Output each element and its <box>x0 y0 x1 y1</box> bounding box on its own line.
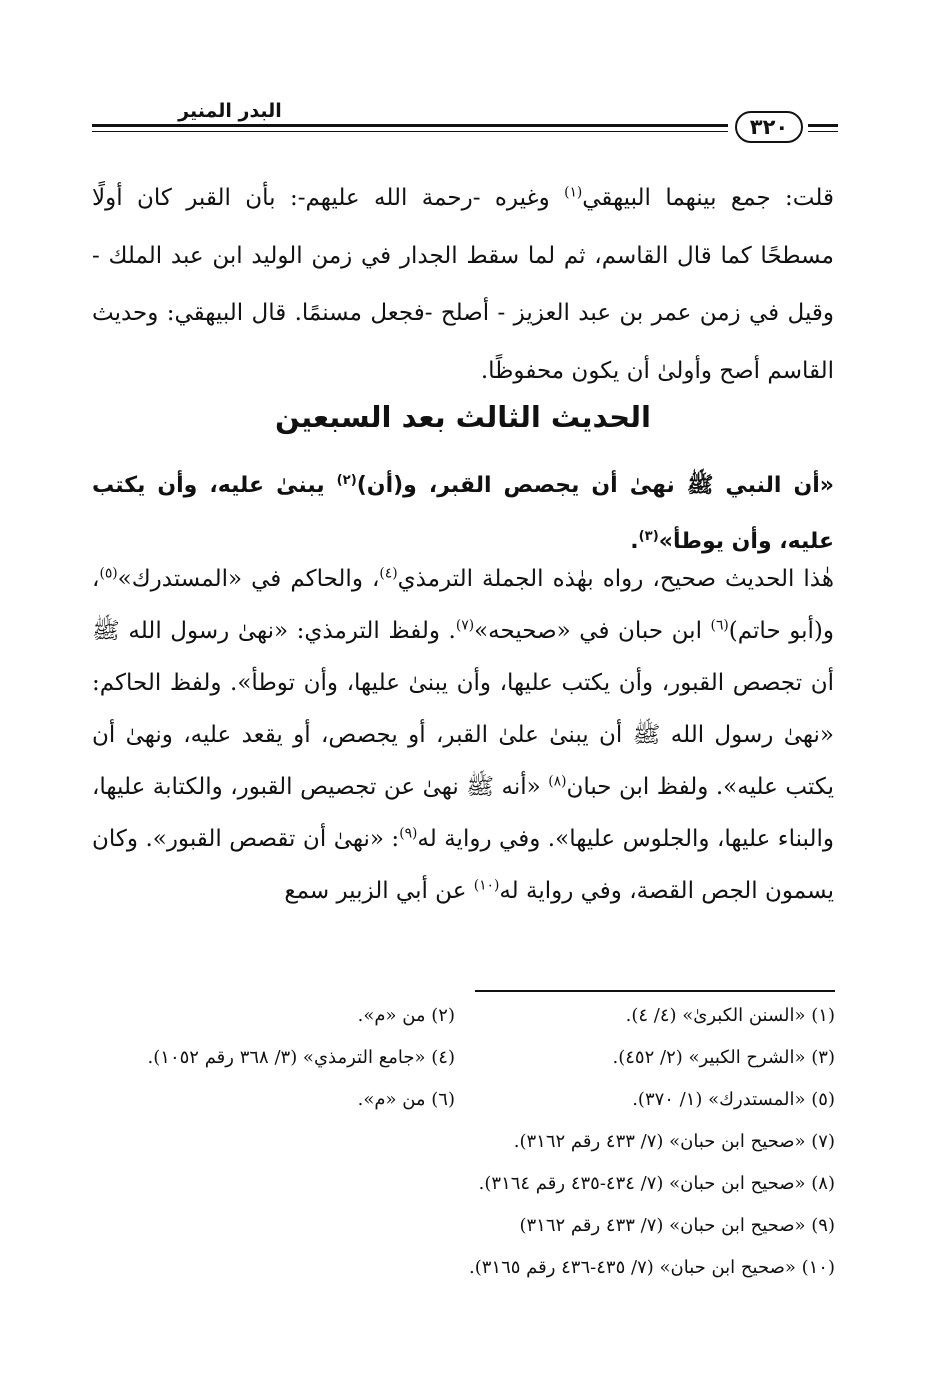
footnote-ref-10: (١٠) <box>473 877 500 894</box>
footnote-row <box>60 1089 835 1131</box>
footnote-4: (٤) «جامع الترمذي» (٣/ ٣٦٨ رقم ١٠٥٢). <box>147 1047 455 1068</box>
para3-text-6: «أنه ﷺ نهىٰ عن تجصيص القبور، والكتابة عليها، والبناء عليها، والجلوس عليها». وفي رواية له <box>92 774 834 852</box>
footnote-row <box>60 1005 835 1047</box>
footnote-2: (٢) من «م». <box>357 1005 455 1026</box>
footnote-7: (٧) «صحيح ابن حبان» (٧/ ٤٣٣ رقم ٣١٦٢). <box>513 1131 835 1152</box>
footnote-row <box>60 1131 835 1173</box>
footnote-ref-8: (٨) <box>548 773 567 790</box>
footnote-10: (١٠) «صحيح ابن حبان» (٧/ ٤٣٥-٤٣٦ رقم ٣١٦٥). <box>468 1257 835 1278</box>
footnote-row <box>60 1257 835 1299</box>
footnotes <box>60 1005 835 1299</box>
footnote-ref-9: (٩) <box>399 825 418 842</box>
page-number: ٣٢٠ <box>735 111 803 143</box>
footnote-5: (٥) «المستدرك» (١/ ٣٧٠). <box>632 1089 835 1110</box>
header-rule-thin <box>92 131 728 132</box>
footnote-3: (٣) «الشرح الكبير» (٢/ ٤٥٢). <box>612 1047 835 1068</box>
header-rule-thick <box>92 124 728 127</box>
footnote-9: (٩) «صحيح ابن حبان» (٧/ ٤٣٣ رقم ٣١٦٢) <box>519 1215 835 1236</box>
footnote-8: (٨) «صحيح ابن حبان» (٧/ ٤٣٤-٤٣٥ رقم ٣١٦٤). <box>478 1173 835 1194</box>
footnote-row <box>60 1215 835 1257</box>
footnote-1: (١) «السنن الكبرىٰ» (٤/ ٤). <box>625 1005 835 1026</box>
footnote-ref-3: (٣) <box>638 529 659 545</box>
paragraph-3 <box>92 553 834 917</box>
para1-text-a: قلت: جمع بينهما البيهقي <box>582 185 834 211</box>
footnote-ref-6: (٦) <box>710 617 729 634</box>
section-title: الحديث الثالث بعد السبعين <box>275 400 651 434</box>
footnote-ref-5: (٥) <box>99 565 118 582</box>
header-rule-right-thin <box>808 131 838 132</box>
footnote-row <box>60 1047 835 1089</box>
footnote-row <box>60 1173 835 1215</box>
paragraph-1 <box>92 170 834 400</box>
para3-text-7: : «نهىٰ أن تقصص القبور». وكان يسمون الجص القصة، وفي رواية له <box>92 826 834 904</box>
para1-text-b: وغيره -رحمة الله عليهم-: بأن القبر كان أولًا مسطحًا كما قال القاسم، ثم لما سقط الجدار في زمن الوليد ابن عبد الملك - وقيل في زمن عمر بن عبد العزيز - أصلح -فجعل مسنمًا. قال البيهقي: وحديث القاسم أصح وأولىٰ أن يكون محفوظًا. <box>92 185 834 384</box>
footnote-ref-7: (٧) <box>455 617 475 634</box>
para3-text-8: عن أبي الزبير سمع <box>284 878 474 904</box>
header-rule-right-thick <box>808 124 838 127</box>
para3-text-4: ابن حبان في «صحيحه» <box>474 618 711 644</box>
footnote-ref-2: (٢) <box>336 473 357 489</box>
para3-text-3: ، و(أبو حاتم) <box>92 566 834 644</box>
footnote-separator <box>475 990 835 992</box>
para3-text-1: هٰذا الحديث صحيح، رواه بهٰذه الجملة الترمذي <box>397 566 834 592</box>
hadith-text-a: «أن النبي ﷺ نهىٰ أن يجصص القبر، و(أن) <box>356 473 835 498</box>
para3-text-5: . ولفظ الترمذي: «نهىٰ رسول الله ﷺ أن تجصص القبور، وأن يكتب عليها، وأن يبنىٰ عليها، وأن توطأ». ولفظ الحاكم: «نهىٰ رسول الله ﷺ أن يبنىٰ علىٰ القبر، أو يجصص، أو يقعد عليه، ونهىٰ أن يكتب عليه». ولفظ ابن حبان <box>92 618 834 800</box>
footnote-ref-4: (٤) <box>379 565 398 582</box>
para3-text-2: ، والحاكم في «المستدرك» <box>117 566 380 592</box>
running-title: البدر المنير <box>178 100 282 122</box>
footnote-6: (٦) من «م». <box>357 1089 455 1110</box>
footnote-ref-1: (١) <box>564 184 583 201</box>
hadith-text-c: . <box>630 529 639 554</box>
hadith-text-b: يبنىٰ عليه، وأن يكتب عليه، وأن يوطأ» <box>92 473 834 554</box>
